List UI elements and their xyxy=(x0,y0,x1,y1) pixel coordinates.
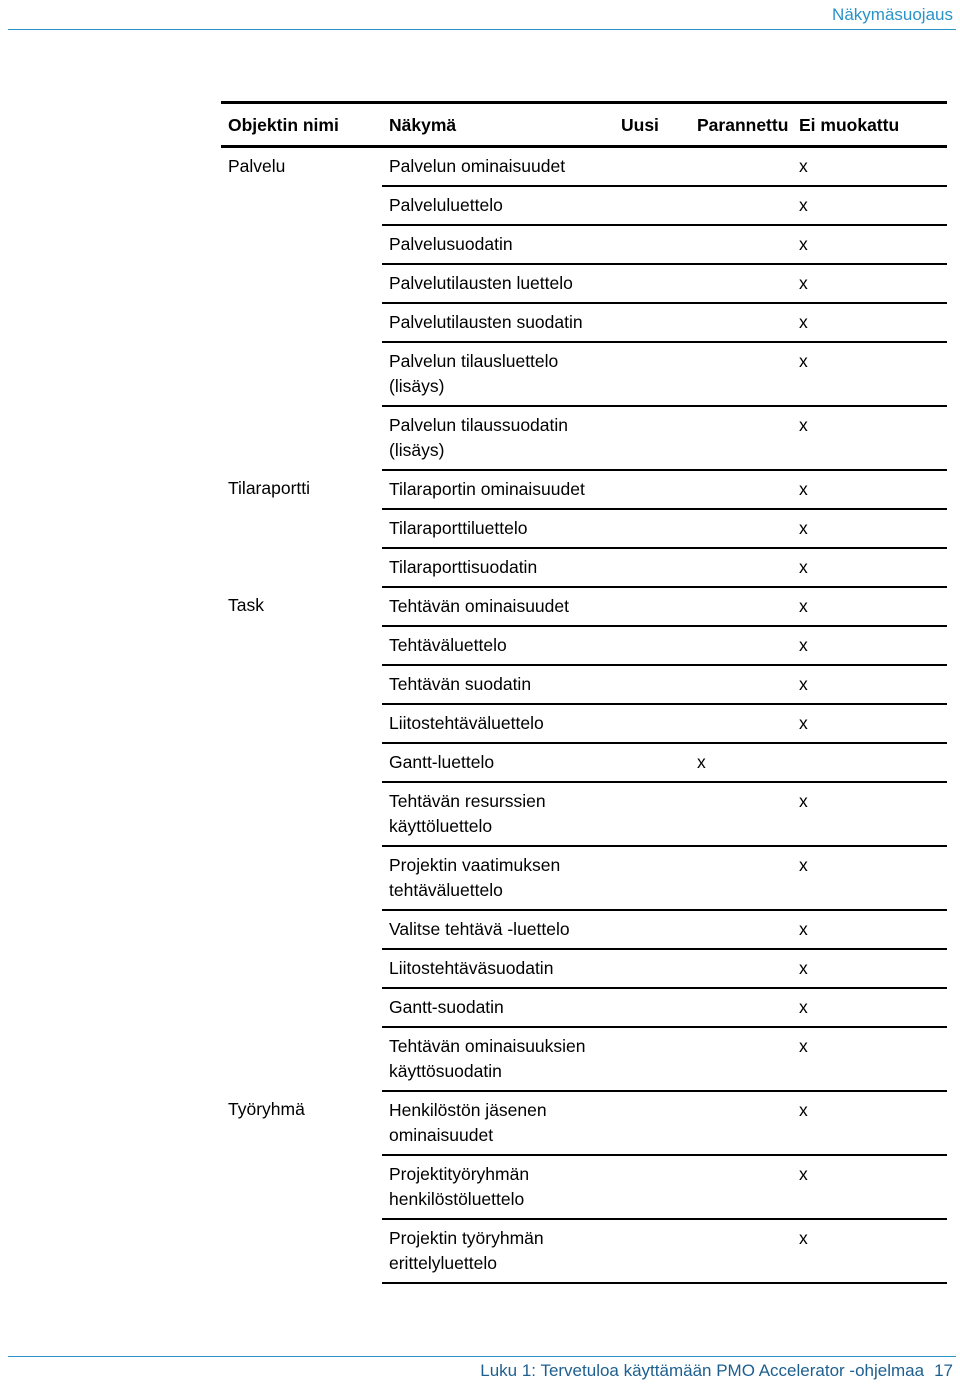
improved-mark-cell xyxy=(690,587,792,626)
new-mark-cell xyxy=(614,303,690,342)
object-name-cell xyxy=(221,910,382,949)
improved-mark-cell xyxy=(690,548,792,587)
unmodified-mark-cell: x xyxy=(792,406,947,470)
header-divider xyxy=(8,29,956,30)
improved-mark-cell xyxy=(690,910,792,949)
table-row xyxy=(221,1155,947,1219)
unmodified-mark-cell xyxy=(792,743,947,782)
table-row xyxy=(221,988,947,1027)
new-mark-cell xyxy=(614,743,690,782)
table-row xyxy=(221,1091,947,1155)
table-body xyxy=(221,147,947,1284)
view-name-cell: Tehtävän suodatin xyxy=(382,665,614,704)
improved-mark-cell xyxy=(690,626,792,665)
table-row xyxy=(221,264,947,303)
object-name-cell xyxy=(221,406,382,470)
object-name-cell xyxy=(221,186,382,225)
unmodified-mark-cell: x xyxy=(792,470,947,509)
object-name-cell xyxy=(221,846,382,910)
table-row xyxy=(221,910,947,949)
improved-mark-cell xyxy=(690,264,792,303)
view-name-cell: Projektin työryhmän erittelyluettelo xyxy=(382,1219,614,1283)
view-name-cell: Projektityöryhmän henkilöstöluettelo xyxy=(382,1155,614,1219)
unmodified-mark-cell: x xyxy=(792,846,947,910)
unmodified-mark-cell: x xyxy=(792,342,947,406)
improved-mark-cell xyxy=(690,949,792,988)
view-name-cell: Palvelun ominaisuudet xyxy=(382,147,614,187)
object-name-cell xyxy=(221,303,382,342)
object-name-cell xyxy=(221,1219,382,1283)
view-name-cell: Projektin vaatimuksen tehtäväluettelo xyxy=(382,846,614,910)
unmodified-mark-cell: x xyxy=(792,548,947,587)
footer-divider xyxy=(8,1356,956,1357)
object-name-cell: Työryhmä xyxy=(228,1099,305,1119)
unmodified-mark-cell: x xyxy=(792,225,947,264)
table-row xyxy=(221,665,947,704)
new-mark-cell xyxy=(614,225,690,264)
unmodified-mark-cell: x xyxy=(792,1219,947,1283)
table-row xyxy=(221,225,947,264)
improved-mark-cell xyxy=(690,470,792,509)
table-row xyxy=(221,743,947,782)
improved-mark-cell xyxy=(690,509,792,548)
new-mark-cell xyxy=(614,988,690,1027)
unmodified-mark-cell: x xyxy=(792,949,947,988)
table-row xyxy=(221,1219,947,1283)
object-name-cell xyxy=(221,342,382,406)
view-name-cell: Gantt-suodatin xyxy=(382,988,614,1027)
unmodified-mark-cell: x xyxy=(792,1091,947,1155)
unmodified-mark-cell: x xyxy=(792,782,947,846)
improved-mark-cell xyxy=(690,1027,792,1091)
object-name-cell: Palvelu xyxy=(228,156,286,176)
improved-mark-cell xyxy=(690,846,792,910)
table-row xyxy=(221,406,947,470)
new-mark-cell xyxy=(614,406,690,470)
unmodified-mark-cell: x xyxy=(792,186,947,225)
page-number: 17 xyxy=(934,1361,953,1380)
table-row xyxy=(221,147,947,187)
improved-mark-cell xyxy=(690,342,792,406)
object-name-cell xyxy=(221,665,382,704)
new-mark-cell xyxy=(614,949,690,988)
unmodified-mark-cell: x xyxy=(792,910,947,949)
view-name-cell: Gantt-luettelo xyxy=(382,743,614,782)
view-name-cell: Palvelun tilausluettelo (lisäys) xyxy=(382,342,614,406)
view-name-cell: Palvelusuodatin xyxy=(382,225,614,264)
column-header-new: Uusi xyxy=(614,103,690,147)
unmodified-mark-cell: x xyxy=(792,303,947,342)
running-header-title: Näkymäsuojaus xyxy=(832,5,953,24)
view-name-cell: Palvelun tilaussuodatin (lisäys) xyxy=(382,406,614,470)
object-name-cell: Tilaraportti xyxy=(228,478,311,498)
improved-mark-cell xyxy=(690,1155,792,1219)
table-row xyxy=(221,846,947,910)
new-mark-cell xyxy=(614,910,690,949)
table-row xyxy=(221,1027,947,1091)
new-mark-cell xyxy=(614,1155,690,1219)
view-protection-table xyxy=(221,101,947,1284)
table-row xyxy=(221,470,947,509)
view-name-cell: Liitostehtäväluettelo xyxy=(382,704,614,743)
new-mark-cell xyxy=(614,147,690,187)
view-name-cell: Palvelutilausten suodatin xyxy=(382,303,614,342)
page-footer xyxy=(480,1361,953,1381)
unmodified-mark-cell: x xyxy=(792,587,947,626)
object-name-cell xyxy=(221,743,382,782)
improved-mark-cell xyxy=(690,782,792,846)
new-mark-cell xyxy=(614,782,690,846)
improved-mark-cell xyxy=(690,1091,792,1155)
view-name-cell: Palveluluettelo xyxy=(382,186,614,225)
column-header-object-name: Objektin nimi xyxy=(221,103,382,147)
improved-mark-cell xyxy=(690,186,792,225)
unmodified-mark-cell: x xyxy=(792,264,947,303)
view-name-cell: Henkilöstön jäsenen ominaisuudet xyxy=(382,1091,614,1155)
improved-mark-cell xyxy=(690,147,792,187)
object-name-cell xyxy=(221,264,382,303)
table-row xyxy=(221,949,947,988)
view-name-cell: Tehtäväluettelo xyxy=(382,626,614,665)
table-row xyxy=(221,782,947,846)
footer-chapter-title: Luku 1: Tervetuloa käyttämään PMO Accelerator -ohjelmaa xyxy=(480,1361,925,1380)
new-mark-cell xyxy=(614,470,690,509)
view-name-cell: Palvelutilausten luettelo xyxy=(382,264,614,303)
improved-mark-cell xyxy=(690,988,792,1027)
object-name-cell xyxy=(221,626,382,665)
table-row xyxy=(221,548,947,587)
view-name-cell: Tilaraporttisuodatin xyxy=(382,548,614,587)
improved-mark-cell xyxy=(690,665,792,704)
unmodified-mark-cell: x xyxy=(792,704,947,743)
new-mark-cell xyxy=(614,1091,690,1155)
new-mark-cell xyxy=(614,846,690,910)
object-name-cell xyxy=(221,949,382,988)
new-mark-cell xyxy=(614,264,690,303)
new-mark-cell xyxy=(614,342,690,406)
view-name-cell: Tehtävän resurssien käyttöluettelo xyxy=(382,782,614,846)
unmodified-mark-cell: x xyxy=(792,626,947,665)
object-name-cell xyxy=(221,548,382,587)
unmodified-mark-cell: x xyxy=(792,988,947,1027)
column-header-improved: Parannettu xyxy=(690,103,792,147)
improved-mark-cell xyxy=(690,704,792,743)
object-name-cell xyxy=(221,1027,382,1091)
table-row xyxy=(221,342,947,406)
object-name-cell xyxy=(221,704,382,743)
new-mark-cell xyxy=(614,186,690,225)
improved-mark-cell: x xyxy=(690,743,792,782)
column-header-view: Näkymä xyxy=(382,103,614,147)
new-mark-cell xyxy=(614,587,690,626)
new-mark-cell xyxy=(614,1027,690,1091)
new-mark-cell xyxy=(614,548,690,587)
improved-mark-cell xyxy=(690,303,792,342)
object-name-cell xyxy=(221,509,382,548)
view-name-cell: Tilaraportin ominaisuudet xyxy=(382,470,614,509)
unmodified-mark-cell: x xyxy=(792,509,947,548)
improved-mark-cell xyxy=(690,1219,792,1283)
new-mark-cell xyxy=(614,509,690,548)
improved-mark-cell xyxy=(690,225,792,264)
unmodified-mark-cell: x xyxy=(792,1027,947,1091)
unmodified-mark-cell: x xyxy=(792,665,947,704)
view-name-cell: Liitostehtäväsuodatin xyxy=(382,949,614,988)
view-name-cell: Tehtävän ominaisuuksien käyttösuodatin xyxy=(382,1027,614,1091)
new-mark-cell xyxy=(614,665,690,704)
unmodified-mark-cell: x xyxy=(792,1155,947,1219)
table-header-row xyxy=(221,103,947,147)
unmodified-mark-cell: x xyxy=(792,147,947,187)
table-row xyxy=(221,303,947,342)
table-row xyxy=(221,626,947,665)
object-name-cell xyxy=(221,1155,382,1219)
table-row xyxy=(221,587,947,626)
improved-mark-cell xyxy=(690,406,792,470)
table-row xyxy=(221,509,947,548)
column-header-unmodified: Ei muokattu xyxy=(792,103,947,147)
object-name-cell xyxy=(221,988,382,1027)
table-row xyxy=(221,186,947,225)
table-row xyxy=(221,704,947,743)
new-mark-cell xyxy=(614,626,690,665)
view-name-cell: Valitse tehtävä -luettelo xyxy=(382,910,614,949)
new-mark-cell xyxy=(614,704,690,743)
view-name-cell: Tilaraporttiluettelo xyxy=(382,509,614,548)
view-name-cell: Tehtävän ominaisuudet xyxy=(382,587,614,626)
object-name-cell: Task xyxy=(228,595,264,615)
object-name-cell xyxy=(221,225,382,264)
object-name-cell xyxy=(221,782,382,846)
new-mark-cell xyxy=(614,1219,690,1283)
